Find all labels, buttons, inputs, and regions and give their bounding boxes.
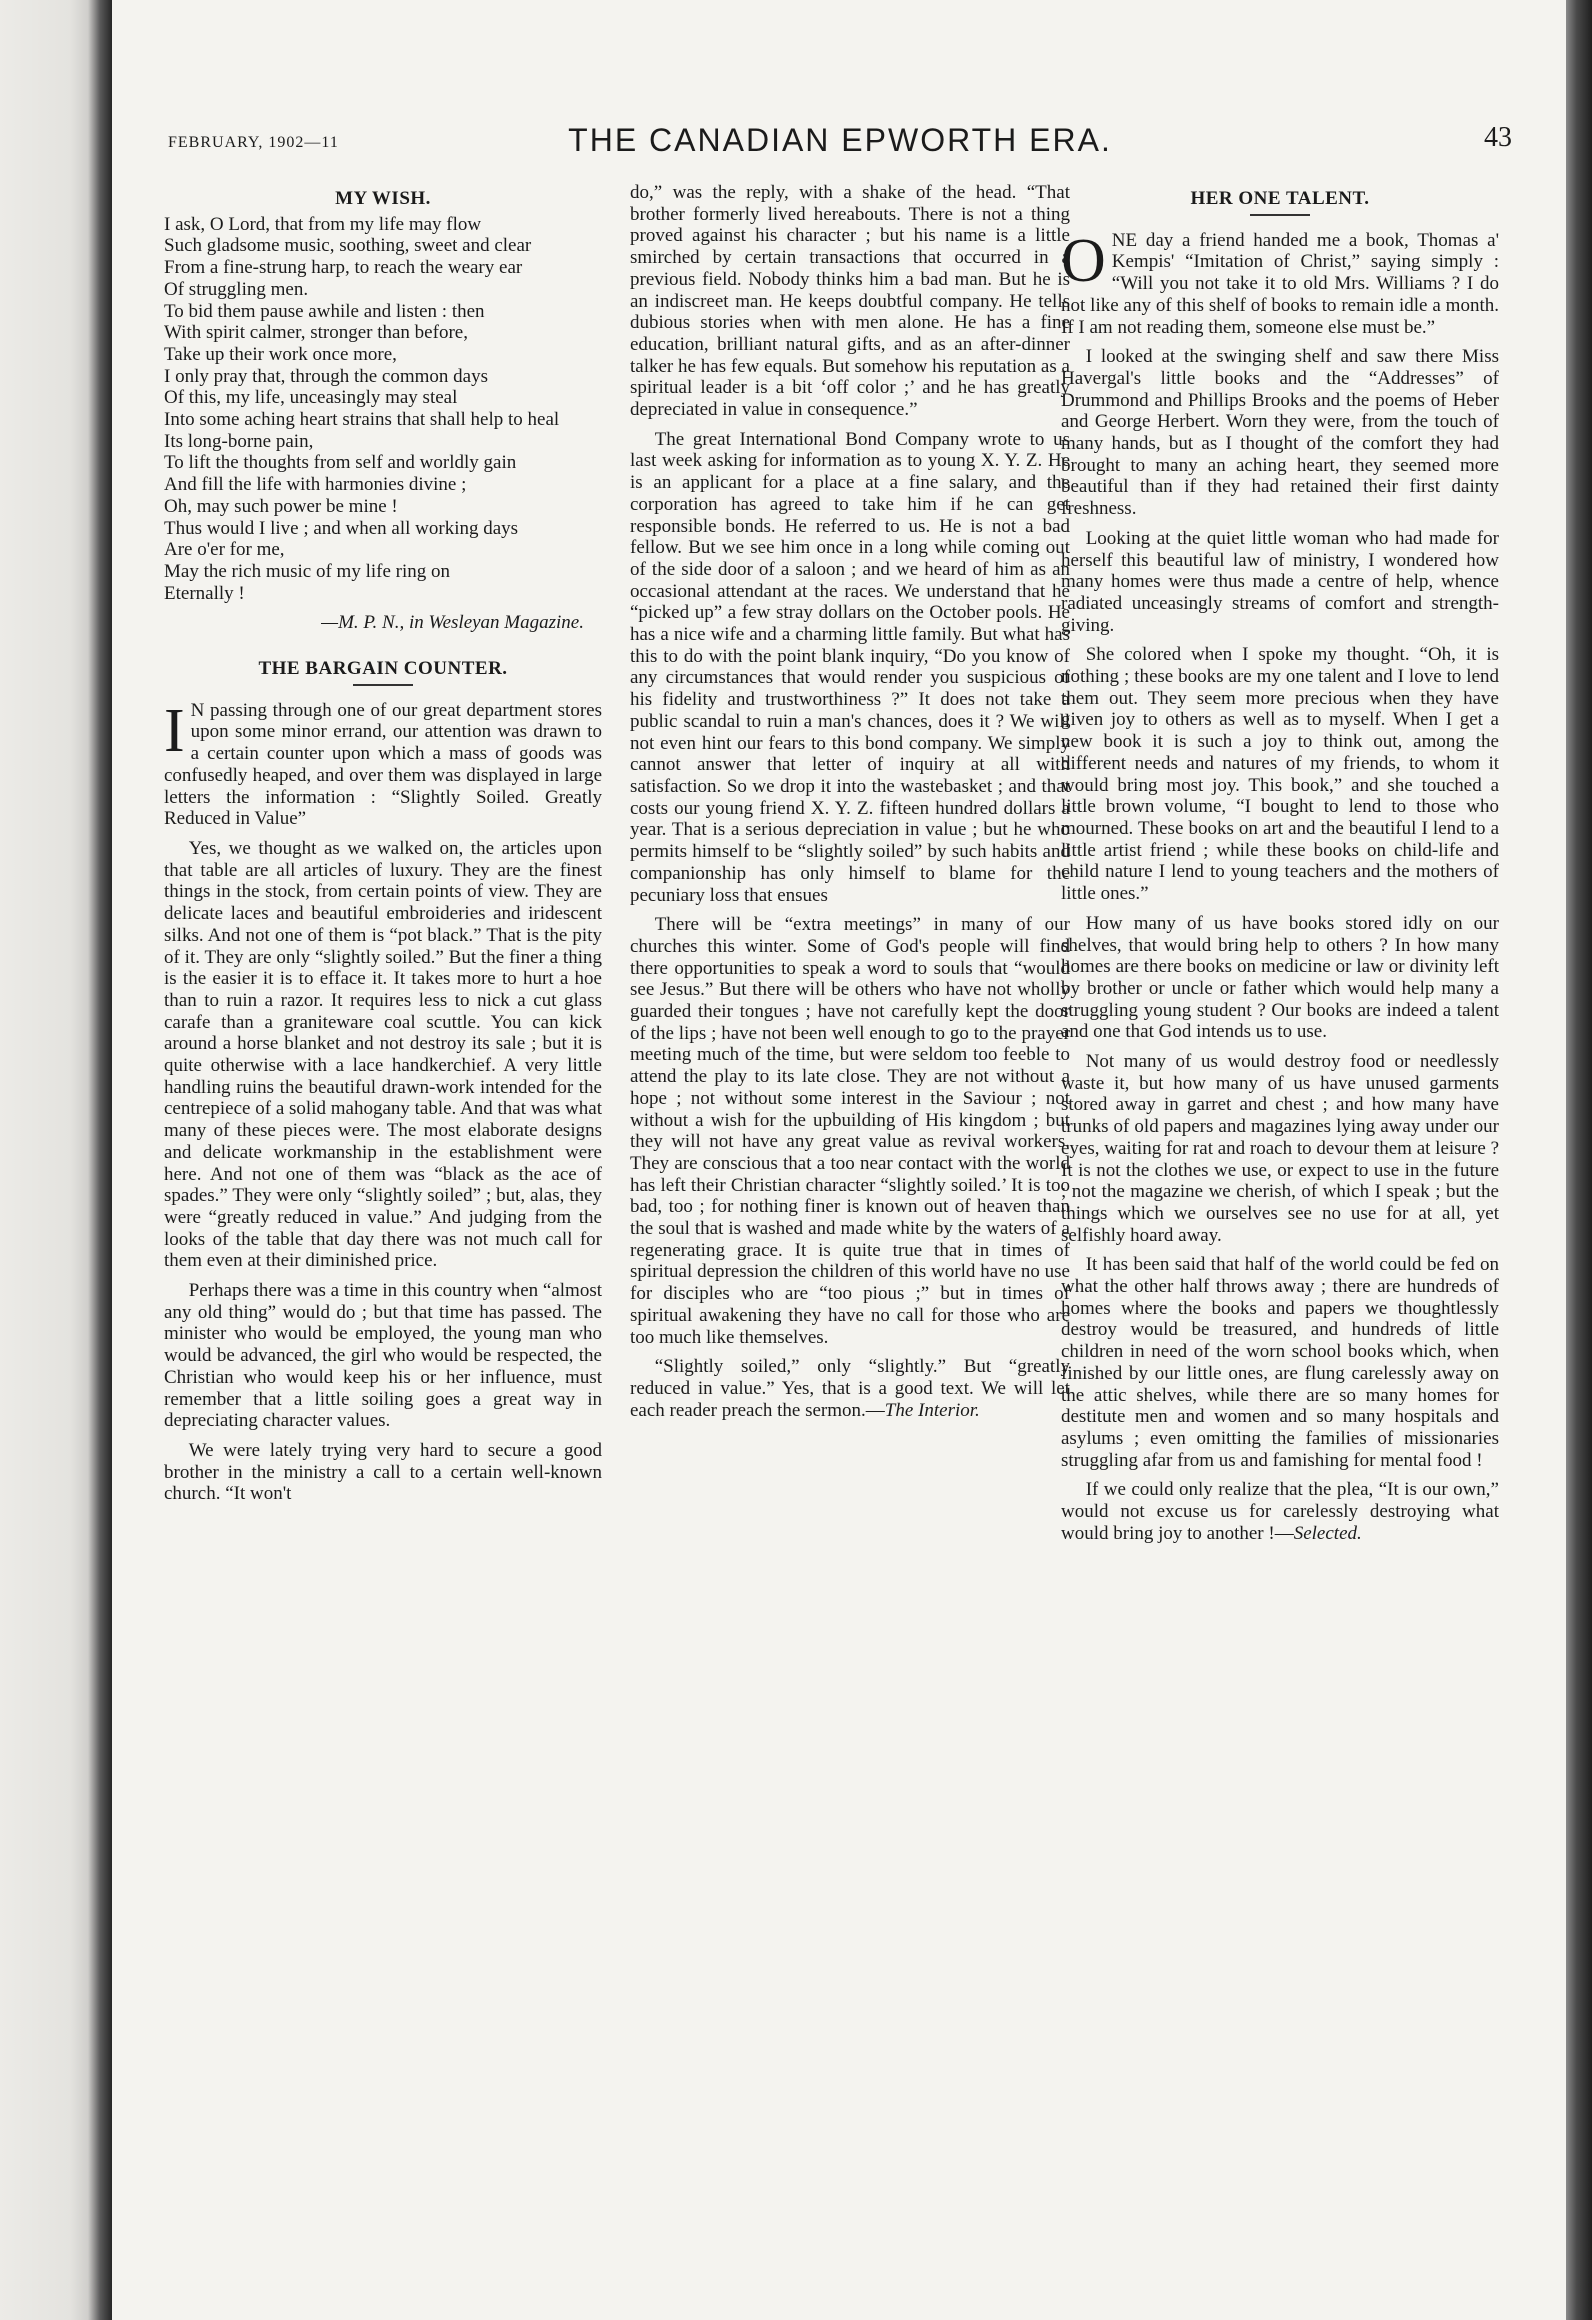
- title-rule: [353, 684, 413, 686]
- page-edge-shadow: [1566, 0, 1592, 2320]
- poem-line: Of struggling men.: [164, 278, 309, 300]
- paragraph-text: If we could only realize that the plea, “It is our own,” would not excuse us for carelessly destroying what would bring joy to another !—: [1061, 1479, 1499, 1544]
- paragraph-text: NE day a friend handed me a book, Thomas a' Kempis' “Imitation of Christ,” saying simply : “Will you not take it to old Mrs. Williams ? I do not like any of this shelf of books to remain idle a month. If I am not reading them, someone else must be.”: [1061, 229, 1499, 338]
- poem-line: May the rich music of my life ring on: [164, 560, 450, 582]
- article-signature: The Interior.: [884, 1399, 980, 1421]
- article-paragraph: She colored when I spoke my thought. “Oh, it is nothing ; these books are my one talent and I love to lend them out. They seem more precious when they have given joy to others as well as to myself. When I get a new book it is such a joy to think out, among the different needs and natures of my friends, to whom it would bring most joy. This book,” and she touched a little brown volume, “I bought to lend to those who mourned. These books on art and the beautiful I lend to a little artist friend ; while these books on child-life and child nature I lend to young teachers and the mothers of little ones.”: [1061, 644, 1499, 905]
- page-header: [168, 122, 1512, 168]
- article-paragraph: do,” was the reply, with a shake of the head. “That brother formerly lived hereabouts. There is not a thing proved against his character ; but his name is a little smirched by certain transactions that occurred in a previous field. Nobody thinks him a bad man. But he is an indiscreet man. He keeps doubtful company. He tells dubious stories when with men alone. He has a fine education, brilliant natural gifts, and as an after-dinner talker he has few equals. But somehow his reputation as a spiritual leader is a bit ‘off color ;’ and he has greatly depreciated in value in consequence.”: [630, 182, 1070, 421]
- page-number: 43: [1484, 122, 1512, 153]
- issue-date: FEBRUARY, 1902—11: [168, 134, 339, 151]
- column-1: [164, 182, 602, 2252]
- article-paragraph: The great International Bond Company wrote to us last week asking for information as to young X. Y. Z. He is an applicant for a place at a fine salary, and the corporation has agreed to take him if he can get responsible bonds. He referred to us. He is not a bad fellow. But we see him once in a long while coming out of the side door of a saloon ; and we heard of him as an occasional attendant at the races. We understand that he “picked up” a few stray dollars on the October pools. He has a nice wife and a charming little family. But what has this to do with the point blank inquiry, “Do you know of any circumstances that would render you suspicious of his fidelity and trustworthiness ?” It does not take a public scandal to ruin a man's chances, does it ? We will not even hint our fears to this bond company. We simply cannot answer that letter of inquiry at all with satisfaction. So we drop it into the wastebasket ; and that costs our young friend X. Y. Z. fifteen hundred dollars a year. That is a serious depreciation in value ; but he who permits himself to be “slightly soiled” by such habits and companionship has only himself to blame for the pecuniary loss that ensues: [630, 428, 1070, 906]
- poem-line: Into some aching heart strains that shall help to heal: [164, 409, 560, 431]
- column-2: [630, 182, 1070, 2252]
- poem-line: To bid them pause awhile and listen : then: [164, 300, 485, 322]
- article-paragraph: I looked at the swinging shelf and saw there Miss Havergal's little books and the “Addresses” of Drummond and Phillips Brooks and the poems of Heber and George Herbert. Worn they were, from the touch of many hands, but as I thought of the comfort they had brought to many an aching heart, they seemed more beautiful than if they had retained their first dainty freshness.: [1061, 346, 1499, 520]
- poem-body: [164, 214, 602, 605]
- poem-line: Of this, my life, unceasingly may steal: [164, 387, 458, 409]
- poem-line: I only pray that, through the common days: [164, 365, 488, 387]
- poem-line: Are o'er for me,: [164, 539, 285, 561]
- article-signature: Selected.: [1293, 1522, 1362, 1544]
- poem-line: Its long-borne pain,: [164, 430, 314, 452]
- poem-line: I ask, O Lord, that from my life may flow: [164, 213, 482, 235]
- poem-line: Oh, may such power be mine !: [164, 495, 398, 517]
- poem-byline: —M. P. N., in Wesleyan Magazine.: [321, 612, 584, 634]
- paragraph-text: “Slightly soiled,” only “slightly.” But “greatly reduced in value.” Yes, that is a good text. We will let each reader preach the sermon.—: [630, 1356, 1070, 1421]
- article-paragraph: How many of us have books stored idly on our shelves, that would bring help to others ? In how many homes are there books on medicine or law or divinity left by brother or uncle or father which would help many a struggling young student ? Our books are indeed a talent and one that God intends us to use.: [1061, 912, 1499, 1043]
- article-paragraph: It has been said that half of the world could be fed on what the other half throws away ; there are hundreds of homes where the books and papers we thoughtlessly destroy would be treasured, and hundreds of little children in need of the worn school books which, when finished by our little ones, are flung carelessly away on the attic shelves, while there are so many homes for destitute men and women and so many hospitals and asylums ; even omitting the families of missionaries struggling afar from us and famishing for mental food !: [1061, 1254, 1499, 1471]
- poem-line: Eternally !: [164, 582, 245, 604]
- drop-cap: I: [164, 696, 185, 765]
- article-paragraph: Not many of us would destroy food or needlessly waste it, but how many of us have unused garments stored away in garret and chest ; and how many have trunks of old papers and magazines lying away under our eyes, waiting for rat and roach to devour them at leisure ? It is not the clothes we use, or expect to use in the future ; not the magazine we cherish, of which I speak ; but the things which we ourselves see no use for at all, yet selfishly hoard away.: [1061, 1051, 1499, 1246]
- publication-title: THE CANADIAN EPWORTH ERA.: [568, 122, 1112, 158]
- article-paragraph: We were lately trying very hard to secure a good brother in the ministry a call to a certain well-known church. “It won't: [164, 1439, 602, 1505]
- poem-line: With spirit calmer, stronger than before,: [164, 322, 468, 344]
- drop-cap: O: [1061, 226, 1106, 295]
- article-paragraph: [1061, 1479, 1499, 1544]
- poem-line: Such gladsome music, soothing, sweet and clear: [164, 235, 532, 257]
- article-paragraph: There will be “extra meetings” in many of our churches this winter. Some of God's people will find there opportunities to speak a word to souls that “would see Jesus.” But there will be others who have not wholly guarded their tongues ; have not carefully kept the door of the lips ; have not been well enough to go to the prayer meeting much of the time, but were seldom too feeble to attend the play to its late close. They are not without a hope ; not without some interest in the Saviour ; not without a wish for the upbuilding of His kingdom ; but they will not have any great value as revival workers. They are conscious that a too near contact with the world has left their Christian character “slightly soiled.’ It is too bad, too ; for nothing finer is known out of heaven than the soul that is washed and made white by the waters of a regenerating grace. It is quite true that in times of spiritual depression the children of this world have no use for disciples who are “too pious ;” but in times of spiritual awakening they have no call for those who are too much like themselves.: [630, 914, 1070, 1348]
- article-paragraph: Perhaps there was a time in this country when “almost any old thing” would do ; but that time has passed. The minister who would be employed, the young man who would be advanced, the girl who would be respected, the Christian who would keep his or her influence, must remember that a little soiling goes a great way in depreciating character values.: [164, 1280, 602, 1432]
- article-paragraph: [164, 696, 602, 830]
- poem-line: To lift the thoughts from self and worldly gain: [164, 452, 517, 474]
- poem-line: Take up their work once more,: [164, 343, 397, 365]
- article-paragraph: [630, 1356, 1070, 1421]
- poem-line: From a fine-strung harp, to reach the weary ear: [164, 257, 523, 279]
- newspaper-page: [112, 0, 1566, 2320]
- article-title-talent: HER ONE TALENT.: [1190, 188, 1370, 209]
- article-paragraph: [1061, 226, 1499, 339]
- poem-line: And fill the life with harmonies divine ;: [164, 474, 467, 496]
- article-paragraph: Yes, we thought as we walked on, the articles upon that table are all articles of luxury. They are the finest things in the stock, from certain points of view. They are delicate laces and beautiful embroideries and iridescent silks. And not one of them is “pot black.” That is the pity of it. They are only “slightly soiled.” But the finer a thing is the easier it is to efface it. It takes more to hurt a hoe than to ruin a razor. It requires less to nick a cut glass carafe than a graniteware coal scuttle. You can kick around a horse blanket and not destroy its sale ; but it is quite otherwise with a lace handkerchief. A very little handling ruins the beautiful drawn-work intended for the centrepiece of a solid mahogany table. And that was what many of these pieces were. The most elaborate designs and delicate workmanship in the establishment were here. And not one of them was “black as the ace of spades.” They were only “slightly soiled” ; but, alas, they were “greatly reduced in value.” And judging from the looks of the table that day there was not much call for them even at their diminished price.: [164, 837, 602, 1272]
- poem-title: MY WISH.: [335, 188, 431, 209]
- title-rule: [1250, 214, 1310, 216]
- binding-gutter: [0, 0, 112, 2320]
- paragraph-text: N passing through one of our great department stores upon some minor errand, our attention was drawn to a certain counter upon which a mass of goods was confusedly heaped, and over them was displayed in large letters the information : “Slightly Soiled. Greatly Reduced in Value”: [164, 699, 602, 830]
- article-paragraph: Looking at the quiet little woman who had made for herself this beautiful law of ministry, I wondered how many homes were thus made a centre of help, whence radiated unceasingly streams of comfort and strength-giving.: [1061, 527, 1499, 636]
- column-3: [1061, 182, 1499, 2252]
- article-title-bargain: THE BARGAIN COUNTER.: [258, 658, 508, 680]
- poem-line: Thus would I live ; and when all working days: [164, 517, 519, 539]
